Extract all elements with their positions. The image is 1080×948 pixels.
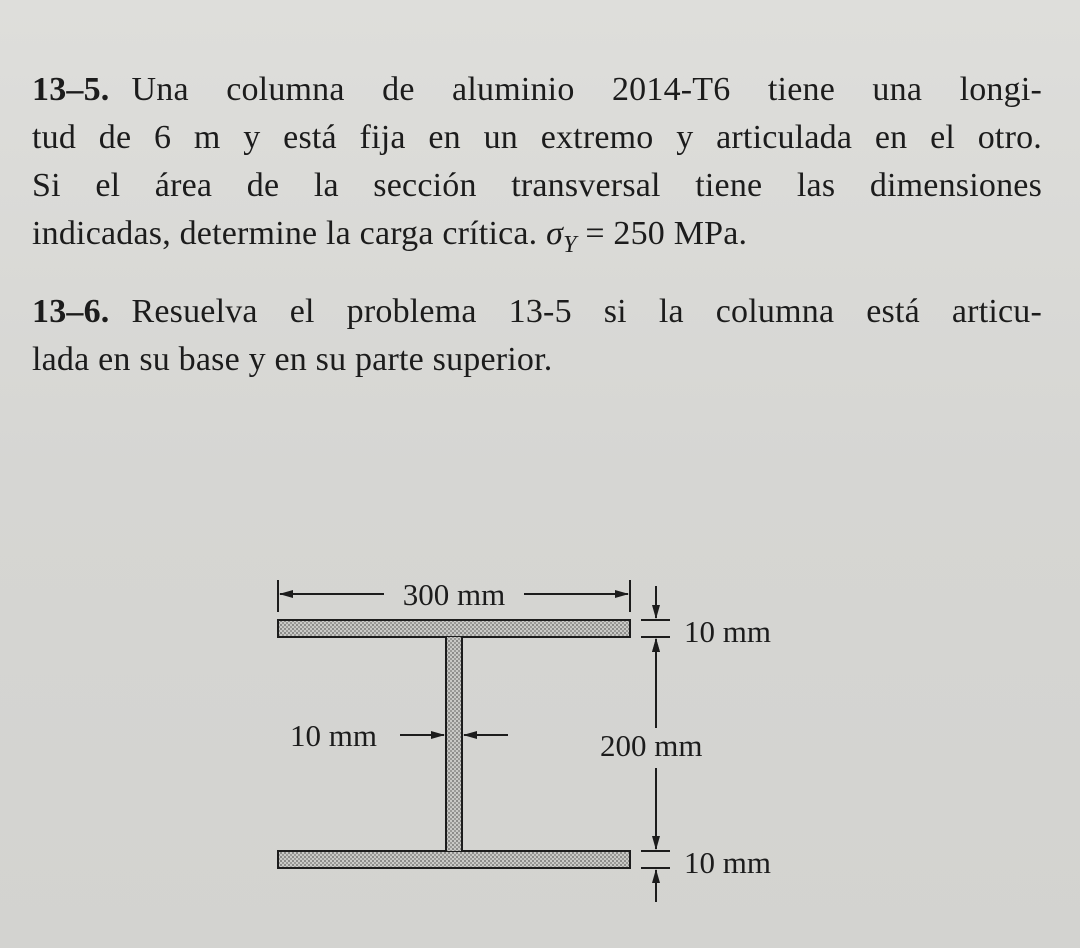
- bottom-flange: [278, 851, 630, 868]
- problem-line: lada en su base y en su parte superior.: [32, 341, 553, 378]
- top-flange-thickness-label: 10 mm: [684, 614, 771, 649]
- problem-line: tud de 6 m y está fija en un extremo y articulada en el otro.: [32, 119, 1042, 156]
- web-height-dimension: [600, 639, 702, 849]
- web-thickness-dimension: [290, 718, 508, 753]
- sigma-subscript: Y: [563, 232, 577, 258]
- problem-text: indicadas, determine la carga crítica.: [32, 215, 538, 252]
- problem-text: Resuelva el problema 13-5 si la columna está articu-: [131, 293, 1042, 330]
- problem-number: 13–5.: [32, 71, 110, 108]
- problem-line: Si el área de la sección transversal tiene las dimensiones: [32, 167, 1042, 204]
- bottom-flange-thickness-label: 10 mm: [684, 845, 771, 880]
- top-flange-thickness-dimension: [641, 586, 771, 672]
- problem-number: 13–6.: [32, 293, 110, 330]
- yield-stress-value: = 250 MPa.: [576, 215, 748, 252]
- bottom-flange-thickness-dimension: [641, 845, 771, 902]
- flange-width-label: 300 mm: [402, 577, 506, 612]
- web: [446, 637, 462, 851]
- web-thickness-label: 10 mm: [290, 718, 377, 753]
- web-height-label: 200 mm: [600, 728, 703, 763]
- sigma-symbol: σ: [546, 215, 564, 252]
- top-flange: [278, 620, 630, 637]
- flange-width-dimension: [278, 577, 630, 612]
- problem-text: Una columna de aluminio 2014-T6 tiene una longi-: [131, 71, 1042, 108]
